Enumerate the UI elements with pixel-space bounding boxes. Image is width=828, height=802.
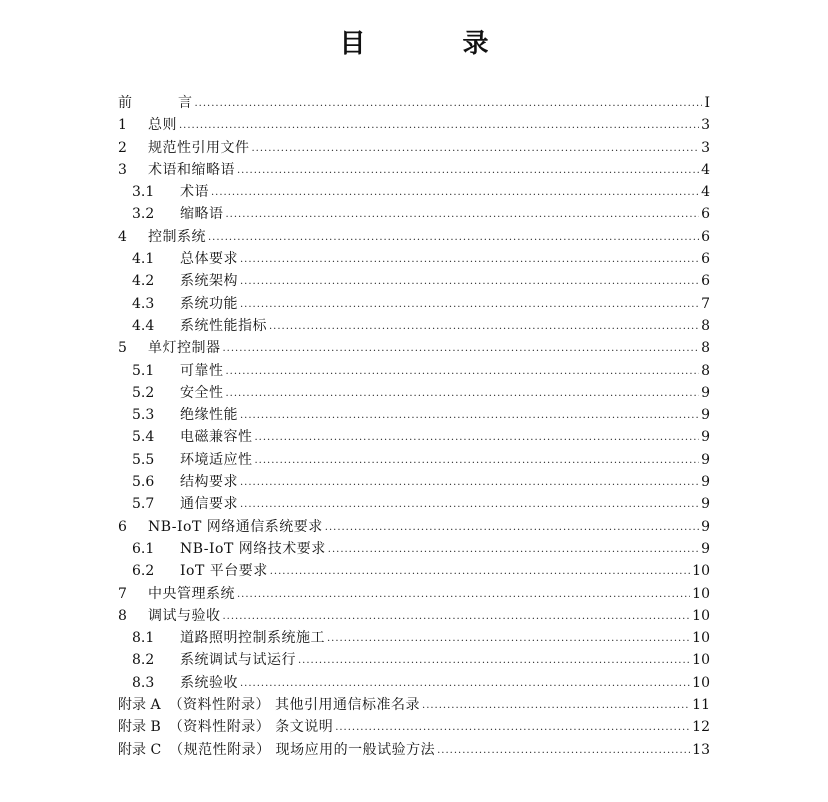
toc-entry-8-3[interactable] <box>118 672 710 694</box>
toc-leader-dots <box>240 249 699 271</box>
toc-entry-title: （资料性附录） 条文说明 <box>168 719 334 736</box>
toc-entry-page: 8 <box>701 340 710 357</box>
toc-entry-page: 8 <box>701 317 710 334</box>
toc-entry-number: 4.1 <box>132 251 155 268</box>
toc-entry-number: 5.6 <box>132 474 155 491</box>
toc-entry-page: I <box>704 95 710 111</box>
toc-leader-dots <box>325 517 699 539</box>
toc-entry-title: （规范性附录） 现场应用的一般试验方法 <box>169 741 436 758</box>
toc-leader-dots <box>237 584 690 606</box>
toc-entry-title: NB-IoT 网络通信系统要求 <box>148 518 323 535</box>
toc-entry-page: 9 <box>701 407 710 424</box>
toc-entry-number: 8 <box>118 607 127 624</box>
toc-entry-foreword[interactable] <box>118 92 710 114</box>
toc-leader-dots <box>252 138 700 160</box>
toc-leader-dots <box>226 383 700 405</box>
toc-entry-title: 总则 <box>148 117 177 134</box>
toc-entry-7[interactable] <box>118 583 710 605</box>
toc-entry-title: 规范性引用文件 <box>148 139 250 156</box>
toc-entry-page: 9 <box>701 518 710 535</box>
toc-entry-title: 系统调试与试运行 <box>180 652 296 669</box>
toc-entry-title: 道路照明控制系统施工 <box>180 630 325 647</box>
toc-entry-page: 10 <box>692 630 710 647</box>
toc-leader-dots <box>240 294 699 316</box>
toc-leader-dots <box>240 405 699 427</box>
toc-entry-number: 8.1 <box>132 630 155 647</box>
toc-entry-number: 6.2 <box>132 563 155 580</box>
toc-entry-5-6[interactable] <box>118 471 710 493</box>
toc-leader-dots <box>327 628 690 650</box>
toc-entry-page: 9 <box>701 451 710 468</box>
toc-entry-title: （资料性附录） 其他引用通信标准名录 <box>168 697 421 714</box>
toc-leader-dots <box>240 673 690 695</box>
toc-leader-dots <box>226 204 700 226</box>
toc-entry-number: 附录 B <box>118 719 161 736</box>
toc-entry-page: 3 <box>701 139 710 156</box>
toc-leader-dots <box>255 427 700 449</box>
toc-entry-page: 10 <box>692 607 710 624</box>
toc-entry-title: 调试与验收 <box>148 607 221 624</box>
toc-entry-6[interactable] <box>118 516 710 538</box>
toc-entry-page: 10 <box>692 652 710 669</box>
toc-entry-page: 3 <box>701 117 710 134</box>
toc-entry-title: IoT 平台要求 <box>180 563 268 580</box>
toc-entry-page: 10 <box>692 563 710 580</box>
toc-entry-title: 绝缘性能 <box>180 407 238 424</box>
toc-entry-5[interactable] <box>118 337 710 359</box>
toc-entry-1[interactable] <box>118 114 710 136</box>
toc-entry-3-1[interactable] <box>118 181 710 203</box>
toc-entry-2[interactable] <box>118 137 710 159</box>
toc-entry-page: 4 <box>701 161 710 178</box>
toc-leader-dots <box>255 450 700 472</box>
toc-entry-number: 8.3 <box>132 674 155 691</box>
toc-leader-dots <box>437 740 690 762</box>
toc-entry-title: 缩略语 <box>180 206 224 223</box>
toc-entry-4-2[interactable] <box>118 270 710 292</box>
toc-entry-title: 安全性 <box>180 384 224 401</box>
toc-entry-number: 3.1 <box>132 184 155 201</box>
toc-entry-title: 系统验收 <box>180 674 238 691</box>
toc-entry-number: 5.7 <box>132 496 155 513</box>
toc-entry-title: 单灯控制器 <box>148 340 221 357</box>
toc-entry-8-1[interactable] <box>118 627 710 649</box>
toc-entry-appendix-a[interactable] <box>118 694 710 716</box>
toc-entry-3-2[interactable] <box>118 203 710 225</box>
toc-entry-page: 10 <box>692 585 710 602</box>
toc-entry-title: 术语 <box>180 184 209 201</box>
toc-leader-dots <box>223 338 700 360</box>
toc-entry-number: 前 <box>118 95 132 111</box>
toc-entry-title: 电磁兼容性 <box>180 429 253 446</box>
toc-entry-number: 7 <box>118 585 127 602</box>
toc-entry-number: 5.5 <box>132 451 155 468</box>
toc-entry-page: 7 <box>701 295 710 312</box>
toc-entry-page: 9 <box>701 384 710 401</box>
toc-entry-number: 2 <box>118 139 127 156</box>
toc-leader-dots <box>240 271 699 293</box>
toc-leader-dots <box>237 160 699 182</box>
toc-entry-title: 环境适应性 <box>180 451 253 468</box>
toc-entry-page: 6 <box>701 228 710 245</box>
toc-entry-number: 8.2 <box>132 652 155 669</box>
toc-entry-3[interactable] <box>118 159 710 181</box>
toc-entry-5-4[interactable] <box>118 426 710 448</box>
toc-entry-number: 附录 C <box>118 741 162 758</box>
toc-entry-title: 结构要求 <box>180 474 238 491</box>
toc-entry-4-1[interactable] <box>118 248 710 270</box>
toc-entry-title: 总体要求 <box>180 251 238 268</box>
toc-entry-appendix-c[interactable] <box>118 739 710 761</box>
toc-entry-page: 6 <box>701 251 710 268</box>
toc-entry-title: 控制系统 <box>148 228 206 245</box>
toc-leader-dots <box>270 561 690 583</box>
toc-leader-dots <box>226 361 700 383</box>
toc-entry-page: 9 <box>701 496 710 513</box>
toc-entry-page: 6 <box>701 273 710 290</box>
toc-leader-dots <box>298 650 690 672</box>
toc-entry-number: 3 <box>118 161 127 178</box>
toc-entry-page: 6 <box>701 206 710 223</box>
toc-entry-4-4[interactable] <box>118 315 710 337</box>
toc-entry-page: 11 <box>692 697 710 714</box>
toc-entry-number: 6 <box>118 518 127 535</box>
toc-entry-number: 4.2 <box>132 273 155 290</box>
toc-entry-6-1[interactable] <box>118 538 710 560</box>
toc-entry-number: 4.3 <box>132 295 155 312</box>
toc-entry-number: 附录 A <box>118 697 161 714</box>
toc-entry-number: 5.3 <box>132 407 155 424</box>
toc-leader-dots <box>179 115 699 137</box>
toc-entry-page: 9 <box>701 474 710 491</box>
toc-entry-number: 4 <box>118 228 127 245</box>
toc-entry-5-7[interactable] <box>118 493 710 515</box>
toc-entry-title: 系统性能指标 <box>180 317 267 334</box>
toc-entry-page: 10 <box>692 674 710 691</box>
table-of-contents <box>118 92 710 761</box>
toc-leader-dots <box>211 182 699 204</box>
toc-entry-title: 中央管理系统 <box>148 585 235 602</box>
toc-entry-page: 9 <box>701 429 710 446</box>
toc-entry-title: 可靠性 <box>180 362 224 379</box>
toc-leader-dots <box>269 316 699 338</box>
toc-entry-6-2[interactable] <box>118 560 710 582</box>
toc-entry-number: 6.1 <box>132 540 155 557</box>
toc-leader-dots <box>240 472 699 494</box>
toc-entry-title: 言 <box>178 95 193 111</box>
toc-entry-title: 系统功能 <box>180 295 238 312</box>
toc-entry-appendix-b[interactable] <box>118 716 710 738</box>
toc-entry-5-2[interactable] <box>118 382 710 404</box>
toc-entry-number: 5.4 <box>132 429 155 446</box>
toc-entry-number: 1 <box>118 117 127 134</box>
toc-entry-page: 4 <box>701 184 710 201</box>
toc-leader-dots <box>422 695 690 717</box>
toc-entry-8-2[interactable] <box>118 649 710 671</box>
toc-leader-dots <box>195 93 703 115</box>
toc-entry-title: 术语和缩略语 <box>148 161 235 178</box>
toc-leader-dots <box>328 539 699 561</box>
toc-leader-dots <box>208 227 699 249</box>
toc-entry-page: 9 <box>701 540 710 557</box>
toc-entry-title: 通信要求 <box>180 496 238 513</box>
toc-entry-number: 5.1 <box>132 362 155 379</box>
page-title: 目 录 <box>339 29 533 59</box>
toc-entry-5-1[interactable] <box>118 360 710 382</box>
toc-entry-number: 3.2 <box>132 206 155 223</box>
toc-entry-title: 系统架构 <box>180 273 238 290</box>
toc-entry-page: 13 <box>692 741 710 758</box>
toc-entry-4-3[interactable] <box>118 293 710 315</box>
toc-leader-dots <box>223 606 691 628</box>
toc-leader-dots <box>335 717 690 739</box>
toc-entry-title: NB-IoT 网络技术要求 <box>180 540 326 557</box>
toc-entry-page: 8 <box>701 362 710 379</box>
toc-entry-number: 5 <box>118 340 127 357</box>
toc-entry-5-3[interactable] <box>118 404 710 426</box>
toc-entry-page: 12 <box>692 719 710 736</box>
toc-entry-8[interactable] <box>118 605 710 627</box>
toc-leader-dots <box>240 494 699 516</box>
toc-entry-number: 4.4 <box>132 317 155 334</box>
toc-entry-5-5[interactable] <box>118 449 710 471</box>
toc-entry-number: 5.2 <box>132 384 155 401</box>
toc-entry-4[interactable] <box>118 226 710 248</box>
